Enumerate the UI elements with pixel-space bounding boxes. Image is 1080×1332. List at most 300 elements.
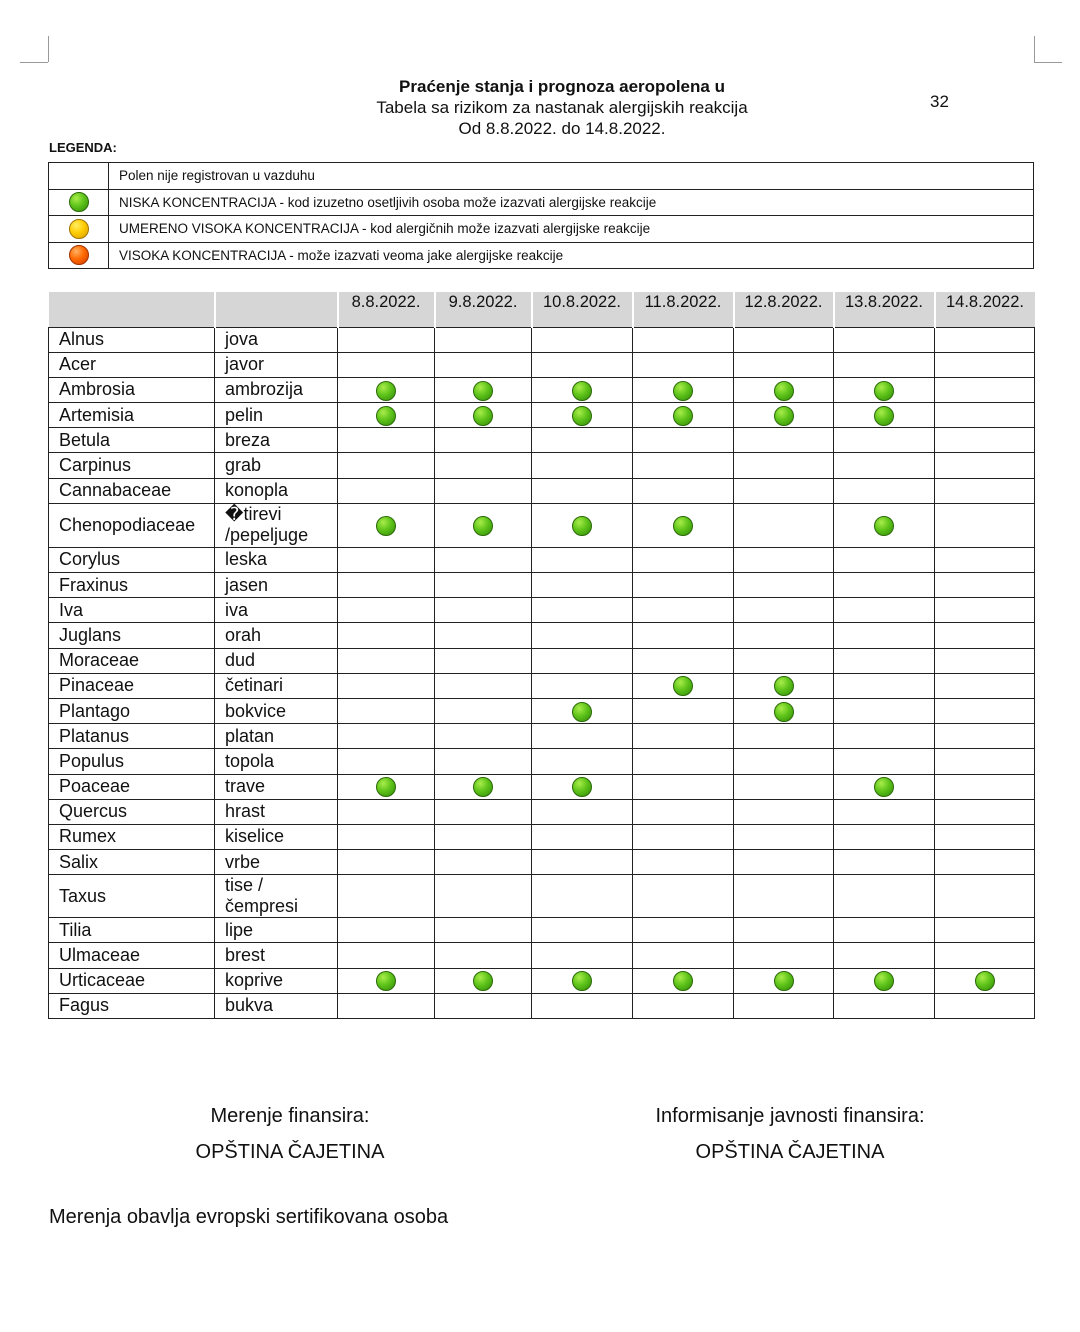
local-name: javor [215, 352, 338, 377]
level-cell [734, 698, 834, 723]
level-cell [532, 968, 633, 993]
local-name: dud [215, 648, 338, 673]
level-cell [633, 623, 734, 648]
level-cell [834, 547, 935, 572]
level-cell [435, 573, 532, 598]
level-cell [633, 478, 734, 503]
local-name: kiselice [215, 824, 338, 849]
latin-name: Chenopodiaceae [49, 503, 215, 547]
level-cell [935, 503, 1035, 547]
level-cell [935, 968, 1035, 993]
header-blank-cell [215, 292, 338, 327]
level-cell [633, 724, 734, 749]
level-cell [633, 377, 734, 402]
level-cell [338, 799, 435, 824]
information-funder: OPŠTINA ČAJETINA [695, 1141, 885, 1163]
document-header [0, 76, 1080, 139]
level-cell [834, 573, 935, 598]
local-name: �tirevi /pepeljuge [215, 503, 338, 547]
level-cell [633, 453, 734, 478]
level-cell [935, 824, 1035, 849]
level-cell [532, 403, 633, 428]
level-cell [435, 547, 532, 572]
level-cell [734, 453, 834, 478]
local-name: breza [215, 428, 338, 453]
green-dot-icon [473, 971, 493, 991]
level-cell [734, 943, 834, 968]
level-cell [734, 503, 834, 547]
green-dot-icon [774, 381, 794, 401]
table-row [49, 799, 1035, 824]
green-dot-icon [473, 381, 493, 401]
level-cell [734, 623, 834, 648]
latin-name: Fraxinus [49, 573, 215, 598]
table-row [49, 968, 1035, 993]
latin-name: Platanus [49, 724, 215, 749]
level-cell [338, 875, 435, 918]
level-cell [532, 993, 633, 1018]
local-name: tise / čempresi [215, 875, 338, 918]
orange-dot-icon [69, 245, 89, 265]
level-cell [734, 824, 834, 849]
table-row [49, 774, 1035, 799]
local-name: pelin [215, 403, 338, 428]
level-cell [532, 598, 633, 623]
table-row [49, 428, 1035, 453]
local-name: vrbe [215, 850, 338, 875]
level-cell [338, 850, 435, 875]
level-cell [734, 724, 834, 749]
level-cell [435, 327, 532, 352]
level-cell [633, 799, 734, 824]
local-name: topola [215, 749, 338, 774]
level-cell [532, 453, 633, 478]
green-dot-icon [874, 971, 894, 991]
level-cell [734, 573, 834, 598]
level-cell [532, 503, 633, 547]
local-name: platan [215, 724, 338, 749]
level-cell [734, 993, 834, 1018]
level-cell [834, 453, 935, 478]
green-dot-icon [572, 971, 592, 991]
level-cell [338, 824, 435, 849]
latin-name: Corylus [49, 547, 215, 572]
level-cell [834, 824, 935, 849]
level-cell [532, 352, 633, 377]
level-cell [935, 698, 1035, 723]
level-cell [338, 327, 435, 352]
table-row [49, 623, 1035, 648]
level-cell [532, 648, 633, 673]
level-cell [834, 598, 935, 623]
legend-symbol-cell [49, 242, 109, 269]
local-name: četinari [215, 673, 338, 698]
level-cell [834, 648, 935, 673]
level-cell [338, 774, 435, 799]
level-cell [435, 968, 532, 993]
latin-name: Ambrosia [49, 377, 215, 402]
level-cell [734, 403, 834, 428]
level-cell [338, 749, 435, 774]
level-cell [435, 943, 532, 968]
green-dot-icon [376, 516, 396, 536]
local-name: ambrozija [215, 377, 338, 402]
level-cell [935, 673, 1035, 698]
level-cell [633, 850, 734, 875]
latin-name: Juglans [49, 623, 215, 648]
level-cell [338, 547, 435, 572]
local-name: leska [215, 547, 338, 572]
level-cell [834, 799, 935, 824]
table-row [49, 503, 1035, 547]
level-cell [935, 799, 1035, 824]
level-cell [734, 352, 834, 377]
green-dot-icon [376, 381, 396, 401]
level-cell [338, 352, 435, 377]
level-cell [935, 453, 1035, 478]
level-cell [734, 673, 834, 698]
local-name: jova [215, 327, 338, 352]
date-header: 9.8.2022. [435, 292, 532, 327]
level-cell [834, 623, 935, 648]
latin-name: Tilia [49, 918, 215, 943]
page-corner-mark [20, 62, 48, 63]
legend-symbol-cell [49, 216, 109, 243]
level-cell [633, 327, 734, 352]
latin-name: Poaceae [49, 774, 215, 799]
local-name: trave [215, 774, 338, 799]
table-row [49, 850, 1035, 875]
level-cell [435, 875, 532, 918]
table-row [49, 698, 1035, 723]
level-cell [935, 403, 1035, 428]
level-cell [633, 918, 734, 943]
measurement-funder: OPŠTINA ČAJETINA [195, 1141, 385, 1163]
table-row [49, 749, 1035, 774]
green-dot-icon [874, 516, 894, 536]
level-cell [435, 749, 532, 774]
green-dot-icon [673, 406, 693, 426]
level-cell [435, 648, 532, 673]
table-row [49, 377, 1035, 402]
level-cell [935, 943, 1035, 968]
latin-name: Populus [49, 749, 215, 774]
level-cell [734, 598, 834, 623]
document-subtitle: Tabela sa rizikom za nastanak alergijskih reakcija [376, 98, 748, 117]
level-cell [935, 774, 1035, 799]
green-dot-icon [975, 971, 995, 991]
level-cell [734, 774, 834, 799]
level-cell [935, 598, 1035, 623]
latin-name: Urticaceae [49, 968, 215, 993]
local-name: orah [215, 623, 338, 648]
legend-symbol-cell [49, 189, 109, 216]
level-cell [338, 503, 435, 547]
information-funding [630, 1098, 950, 1170]
date-header: 12.8.2022. [734, 292, 834, 327]
level-cell [834, 503, 935, 547]
level-cell [734, 377, 834, 402]
level-cell [734, 918, 834, 943]
level-cell [435, 623, 532, 648]
local-name: koprive [215, 968, 338, 993]
level-cell [338, 403, 435, 428]
latin-name: Rumex [49, 824, 215, 849]
local-name: jasen [215, 573, 338, 598]
table-row [49, 724, 1035, 749]
level-cell [338, 698, 435, 723]
level-cell [633, 573, 734, 598]
level-cell [633, 547, 734, 572]
green-dot-icon [774, 406, 794, 426]
level-cell [834, 428, 935, 453]
latin-name: Cannabaceae [49, 478, 215, 503]
green-dot-icon [376, 406, 396, 426]
level-cell [834, 377, 935, 402]
level-cell [338, 478, 435, 503]
level-cell [834, 724, 935, 749]
date-header: 14.8.2022. [935, 292, 1035, 327]
level-cell [532, 573, 633, 598]
legend-table [48, 162, 1034, 269]
level-cell [633, 774, 734, 799]
date-header: 11.8.2022. [633, 292, 734, 327]
level-cell [435, 377, 532, 402]
level-cell [435, 918, 532, 943]
level-cell [935, 573, 1035, 598]
table-row [49, 453, 1035, 478]
level-cell [834, 673, 935, 698]
legend-row [49, 216, 1034, 243]
local-name: bukva [215, 993, 338, 1018]
page-corner-mark [1034, 62, 1062, 63]
level-cell [935, 648, 1035, 673]
latin-name: Betula [49, 428, 215, 453]
level-cell [532, 875, 633, 918]
level-cell [338, 428, 435, 453]
green-dot-icon [69, 192, 89, 212]
level-cell [532, 327, 633, 352]
legend-text: VISOKA KONCENTRACIJA - može izazvati veoma jake alergijske reakcije [109, 242, 1034, 269]
level-cell [935, 547, 1035, 572]
level-cell [532, 673, 633, 698]
level-cell [338, 623, 435, 648]
document-title: Praćenje stanja i prognoza aeropolena u [399, 77, 725, 96]
table-row [49, 824, 1035, 849]
level-cell [435, 503, 532, 547]
level-cell [734, 749, 834, 774]
level-cell [338, 993, 435, 1018]
legend-symbol-cell [49, 163, 109, 190]
level-cell [834, 968, 935, 993]
level-cell [338, 918, 435, 943]
level-cell [734, 547, 834, 572]
table-row [49, 598, 1035, 623]
green-dot-icon [376, 777, 396, 797]
level-cell [435, 598, 532, 623]
latin-name: Taxus [49, 875, 215, 918]
green-dot-icon [572, 702, 592, 722]
level-cell [532, 918, 633, 943]
level-cell [834, 327, 935, 352]
level-cell [633, 403, 734, 428]
level-cell [834, 850, 935, 875]
local-name: lipe [215, 918, 338, 943]
level-cell [633, 875, 734, 918]
legend-row [49, 163, 1034, 190]
level-cell [435, 993, 532, 1018]
green-dot-icon [774, 702, 794, 722]
green-dot-icon [473, 777, 493, 797]
level-cell [532, 943, 633, 968]
table-row [49, 327, 1035, 352]
latin-name: Iva [49, 598, 215, 623]
green-dot-icon [673, 381, 693, 401]
level-cell [935, 993, 1035, 1018]
level-cell [435, 428, 532, 453]
level-cell [532, 850, 633, 875]
level-cell [633, 968, 734, 993]
legend-row [49, 242, 1034, 269]
level-cell [734, 850, 834, 875]
level-cell [435, 453, 532, 478]
latin-name: Plantago [49, 698, 215, 723]
level-cell [834, 352, 935, 377]
level-cell [435, 774, 532, 799]
level-cell [435, 698, 532, 723]
legend-text: UMERENO VISOKA KONCENTRACIJA - kod alergičnih može izazvati alergijske reakcije [109, 216, 1034, 243]
level-cell [935, 352, 1035, 377]
measurement-note: Merenja obavlja evropski sertifikovana osoba [49, 1206, 449, 1228]
green-dot-icon [673, 971, 693, 991]
green-dot-icon [572, 381, 592, 401]
level-cell [338, 724, 435, 749]
level-cell [435, 673, 532, 698]
level-cell [633, 698, 734, 723]
green-dot-icon [572, 777, 592, 797]
information-funding-label: Informisanje javnosti finansira: [655, 1105, 925, 1127]
level-cell [633, 993, 734, 1018]
date-header: 8.8.2022. [338, 292, 435, 327]
header-blank-cell [49, 292, 215, 327]
local-name: bokvice [215, 698, 338, 723]
level-cell [633, 503, 734, 547]
latin-name: Salix [49, 850, 215, 875]
green-dot-icon [774, 676, 794, 696]
level-cell [532, 547, 633, 572]
level-cell [633, 673, 734, 698]
green-dot-icon [473, 406, 493, 426]
level-cell [834, 774, 935, 799]
table-row [49, 943, 1035, 968]
level-cell [338, 968, 435, 993]
page-corner-mark [1034, 36, 1035, 62]
level-cell [834, 993, 935, 1018]
document-period: Od 8.8.2022. do 14.8.2022. [458, 119, 666, 138]
level-cell [734, 428, 834, 453]
local-name: hrast [215, 799, 338, 824]
level-cell [435, 799, 532, 824]
level-cell [633, 598, 734, 623]
level-cell [834, 403, 935, 428]
green-dot-icon [874, 406, 894, 426]
table-row [49, 573, 1035, 598]
level-cell [734, 968, 834, 993]
table-row [49, 352, 1035, 377]
level-cell [935, 478, 1035, 503]
page-corner-mark [48, 36, 49, 62]
latin-name: Moraceae [49, 648, 215, 673]
level-cell [834, 943, 935, 968]
level-cell [633, 428, 734, 453]
measurement-funding [130, 1098, 450, 1170]
local-name: grab [215, 453, 338, 478]
level-cell [633, 749, 734, 774]
level-cell [935, 327, 1035, 352]
level-cell [532, 623, 633, 648]
green-dot-icon [572, 516, 592, 536]
level-cell [532, 749, 633, 774]
legend-label: LEGENDA: [49, 140, 117, 155]
green-dot-icon [774, 971, 794, 991]
legend-text: NISKA KONCENTRACIJA - kod izuzetno osetljivih osoba može izazvati alergijske reakcije [109, 189, 1034, 216]
measurement-funding-label: Merenje finansira: [210, 1105, 370, 1127]
table-row [49, 673, 1035, 698]
green-dot-icon [874, 381, 894, 401]
level-cell [935, 724, 1035, 749]
green-dot-icon [673, 516, 693, 536]
level-cell [435, 352, 532, 377]
legend-row [49, 189, 1034, 216]
level-cell [633, 352, 734, 377]
level-cell [834, 875, 935, 918]
level-cell [633, 824, 734, 849]
green-dot-icon [673, 676, 693, 696]
level-cell [532, 428, 633, 453]
latin-name: Pinaceae [49, 673, 215, 698]
level-cell [532, 824, 633, 849]
level-cell [633, 943, 734, 968]
level-cell [338, 648, 435, 673]
level-cell [435, 403, 532, 428]
green-dot-icon [376, 971, 396, 991]
table-row [49, 403, 1035, 428]
table-row [49, 993, 1035, 1018]
green-dot-icon [874, 777, 894, 797]
table-row [49, 918, 1035, 943]
latin-name: Fagus [49, 993, 215, 1018]
level-cell [532, 774, 633, 799]
local-name: brest [215, 943, 338, 968]
latin-name: Ulmaceae [49, 943, 215, 968]
level-cell [734, 799, 834, 824]
date-header: 10.8.2022. [532, 292, 633, 327]
level-cell [435, 824, 532, 849]
level-cell [935, 428, 1035, 453]
level-cell [435, 724, 532, 749]
table-row [49, 648, 1035, 673]
level-cell [935, 749, 1035, 774]
table-header-row [49, 292, 1035, 327]
level-cell [532, 799, 633, 824]
level-cell [532, 724, 633, 749]
level-cell [338, 673, 435, 698]
latin-name: Quercus [49, 799, 215, 824]
level-cell [633, 648, 734, 673]
page-number: 32 [930, 92, 949, 111]
level-cell [532, 478, 633, 503]
table-row [49, 547, 1035, 572]
